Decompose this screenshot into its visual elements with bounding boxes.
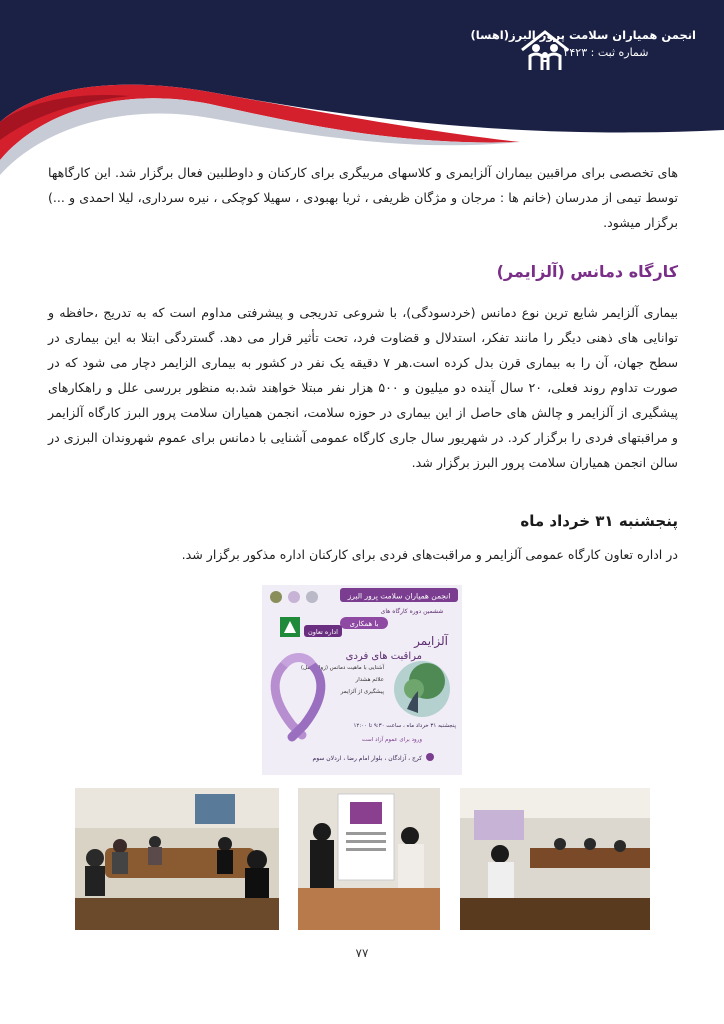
event-photo [75,788,279,930]
presentation-photo [460,788,650,930]
poster-title-main: آلزایمر [414,634,448,648]
date-heading: پنجشنبه ۳۱ خرداد ماه [520,512,678,530]
poster-topic-2: علائم هشدار [355,677,384,683]
body-paragraph: بیماری آلزایمر شایع ترین نوع دمانس (خردسودگی)، با شروعی تدریجی و پیشرفتی مداوم است که به تدریج ،حافظه و توانایی های ذهنی دیگر را مانند تفکر، استدلال و قضاوت فرد، تحت تأثیر قرار می دهد. گستردگی ابتلا به این بیماری در سطح جهان، آن را به بیماری قرن بدل کرده است.هر ۷ دقیقه یک نفر در کشور به بیماری الزایمر دچار می شود که در صورت تداوم روند فعلی، ۲۰ سال آینده دو میلیون و ۵۰۰ هزار نفر مبتلا خواهند شد.به منظور بررسی علل و راهکارهای پیشگیری از آلزایمر و چالش های حاصل از این بیماری در حوزه سلامت، انجمن همیاران سلامت پرور البرز کارگاه آلزایمر و مراقبتهای فردی را برگزار کرد. در شهریور سال جاری کارگاه عمومی آشنایی با دمانس برای عموم شهروندان البرزی در سالن انجمن همیاران سلامت پرور البرز برگزار شد. [48,305,678,470]
poster-graphic [262,585,462,775]
page-header [0,0,724,175]
poster-emblem-icon [306,591,318,603]
poster-partner-name: اداره تعاون [308,628,338,636]
poster-emblem-icon [288,591,300,603]
event-photo [298,788,440,930]
org-name: انجمن همیاران سلامت پرور البرز(اهسا) [470,28,696,42]
poster-topic-3: پیشگیری از آلزایمر [340,689,384,695]
poster-series-line: ششمین دوره کارگاه های [380,608,444,615]
poster-title-sub: مراقبت های فردی [345,651,422,662]
intro-paragraph: های تخصصی برای مراقبین بیماران آلزایمری و کلاسهای مربیگری برای کارکنان و داوطلبین فعال برگزار شد. این کارگاهها توسط تیمی از مدرسان (خانم ها : مرجان و مژگان ظریفی ، ثریا بهبودی ، سهیلا کوچکی ، نیره سرداری، لیلا احمدی و ...) برگزار میشود. [48,165,678,230]
org-logo-icon [516,28,574,72]
header-wave-graphic [0,0,724,175]
poster-address: کرج ، آزادگان ، بلوار امام رضا ، اردلان سوم [312,755,422,762]
poster-org-line: انجمن همیاران سلامت پرور البرز [347,591,451,601]
event-photo [460,788,650,930]
poster-emblem-icon [270,591,282,603]
page-number: ۷۷ [355,946,369,960]
section-title: کارگاه دمانس (آلزایمر) [496,262,678,281]
poster-entry-note: ورود برای عموم آزاد است [361,737,422,743]
intro-section [48,160,678,235]
workshop-poster [262,585,462,775]
meeting-room-photo [75,788,279,930]
speakers-photo [298,788,440,930]
poster-schedule: پنجشنبه ۳۱ خرداد ماه ، ساعت ۹:۳۰ تا ۱۲:۰۰ [353,723,456,729]
poster-topic-1: آشنایی با ماهیت دمانس (زوال عقل) [300,665,384,671]
event-section [48,508,678,567]
poster-partner-label: با همکاری [349,620,379,628]
location-pin-icon [426,753,434,761]
date-paragraph: در اداره تعاون کارگاه عمومی آلزایمر و مراقبت‌های فردی برای کارکنان اداره مذکور برگزار شد. [181,547,678,562]
dementia-section [48,258,678,475]
org-badge [470,28,696,59]
registration-number: شماره ثبت : ۲۴۲۳ [563,46,649,59]
